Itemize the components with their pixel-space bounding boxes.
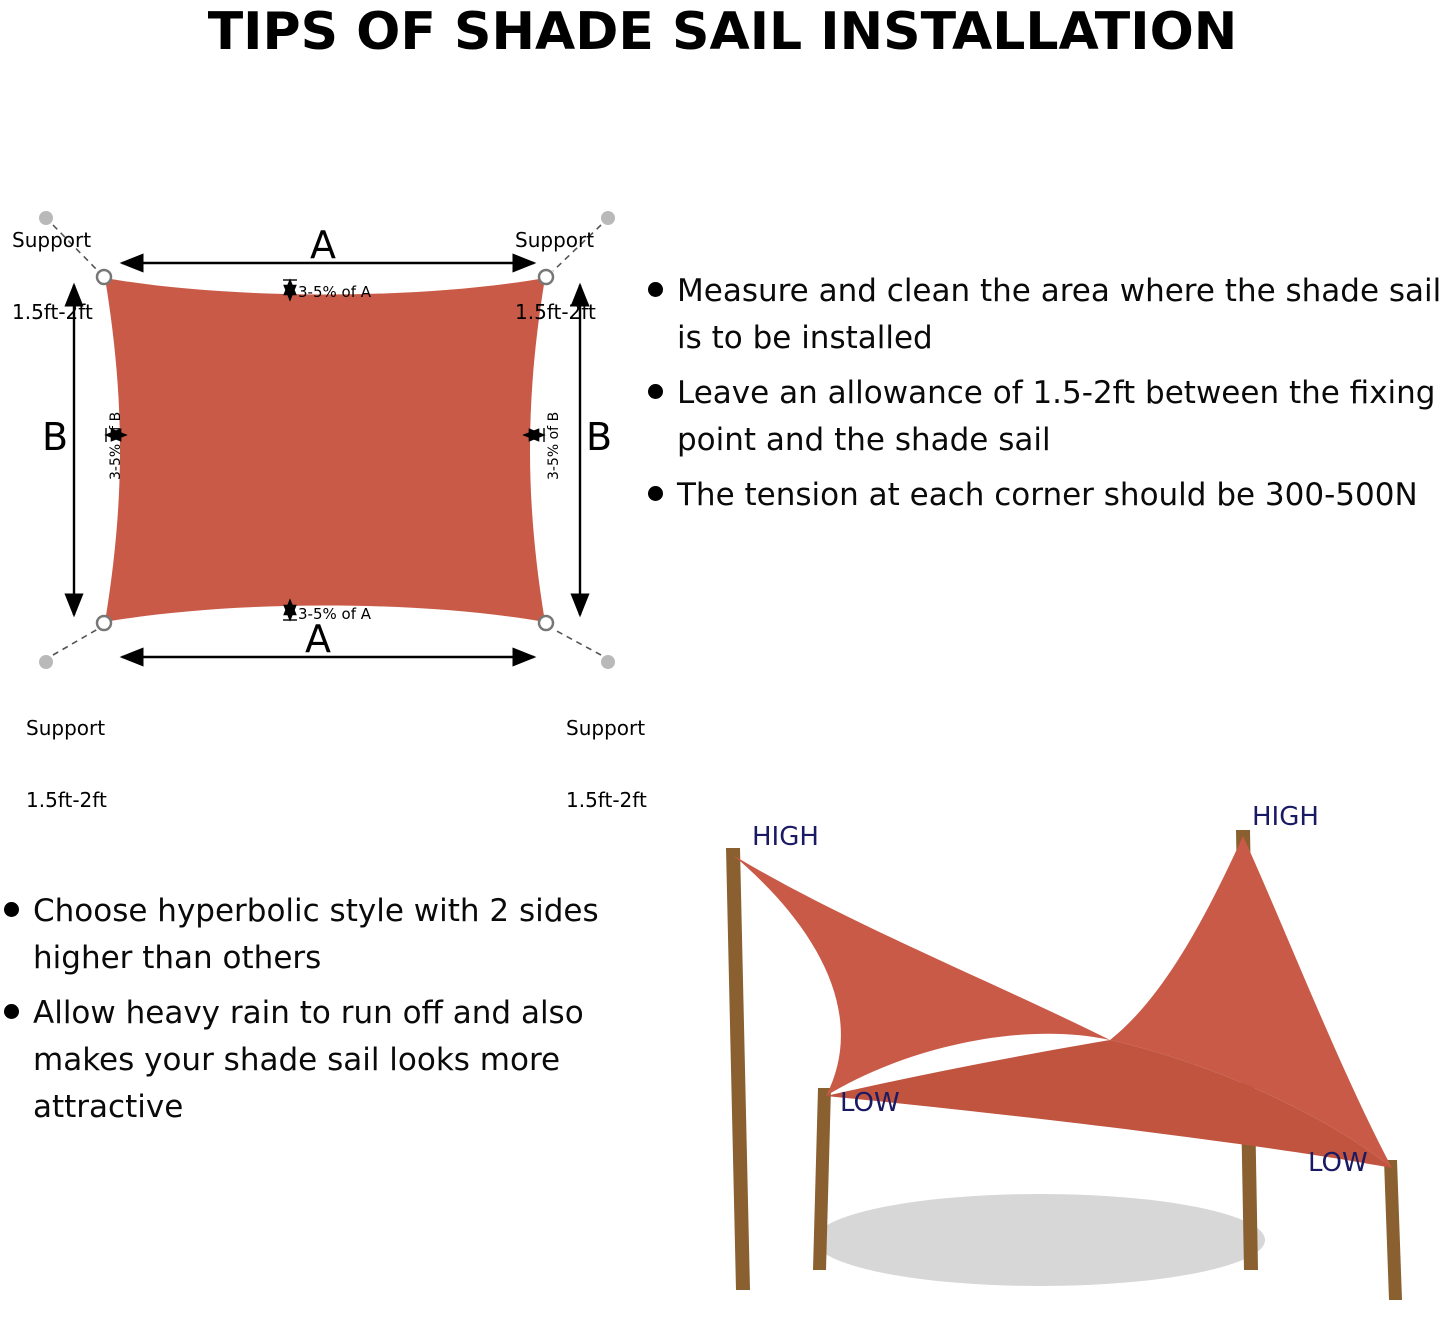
bullet-dot-icon xyxy=(648,282,663,297)
list-item-text: Choose hyperbolic style with 2 sides higher than others xyxy=(33,893,599,976)
hyperbolic-style-tips-list xyxy=(4,888,624,1139)
bullet-dot-icon xyxy=(4,1004,19,1019)
list-item xyxy=(4,888,624,982)
support-label-bottom-left-line2: 1.5ft-2ft xyxy=(26,788,107,812)
curvature-label-right: 3-5% of B xyxy=(546,411,562,480)
support-label-top-right-line2: 1.5ft-2ft xyxy=(515,300,596,324)
hyperbolic-sail-illustration xyxy=(640,770,1445,1319)
list-item-text: Allow heavy rain to run off and also makes your shade sail looks more attractive xyxy=(33,995,584,1125)
support-label-top-left-line1: Support xyxy=(12,228,92,252)
support-label-bottom-left xyxy=(26,668,107,860)
list-item-text: Measure and clean the area where the shade sail is to be installed xyxy=(677,273,1442,356)
support-label-bottom-right-line2: 1.5ft-2ft xyxy=(566,788,647,812)
curvature-label-bottom: 3-5% of A xyxy=(298,605,372,623)
dimension-label-b-right: B xyxy=(586,415,613,459)
label-low-right: LOW xyxy=(1308,1148,1368,1178)
list-item xyxy=(648,370,1445,464)
support-label-top-right-line1: Support xyxy=(515,228,595,252)
dimension-label-b-left: B xyxy=(42,415,69,459)
support-label-top-right xyxy=(515,180,596,372)
installation-tips-list xyxy=(648,268,1445,527)
support-label-bottom-left-line1: Support xyxy=(26,716,106,740)
list-item xyxy=(648,268,1445,362)
bullet-dot-icon xyxy=(4,902,19,917)
list-item-text: Leave an allowance of 1.5-2ft between the fixing point and the shade sail xyxy=(677,375,1436,458)
page-title: TIPS OF SHADE SAIL INSTALLATION xyxy=(207,2,1238,62)
bullet-dot-icon xyxy=(648,384,663,399)
label-high-right: HIGH xyxy=(1252,802,1319,832)
rectangular-sail-dimension-diagram xyxy=(0,150,660,812)
list-item xyxy=(4,990,624,1131)
list-item-text: The tension at each corner should be 300-500N xyxy=(677,477,1418,513)
bullet-dot-icon xyxy=(648,486,663,501)
dimension-label-a-top: A xyxy=(310,223,336,267)
list-item xyxy=(648,472,1445,519)
support-label-top-left-line2: 1.5ft-2ft xyxy=(12,300,93,324)
label-low-left: LOW xyxy=(840,1088,900,1118)
curvature-label-top: 3-5% of A xyxy=(298,283,372,301)
support-label-bottom-right-line1: Support xyxy=(566,716,646,740)
curvature-label-left: 3-5% of B xyxy=(108,411,124,480)
support-label-bottom-right xyxy=(566,668,647,860)
support-label-top-left xyxy=(12,180,93,372)
dimension-label-a-bottom: A xyxy=(305,617,331,661)
label-high-left: HIGH xyxy=(752,822,819,852)
